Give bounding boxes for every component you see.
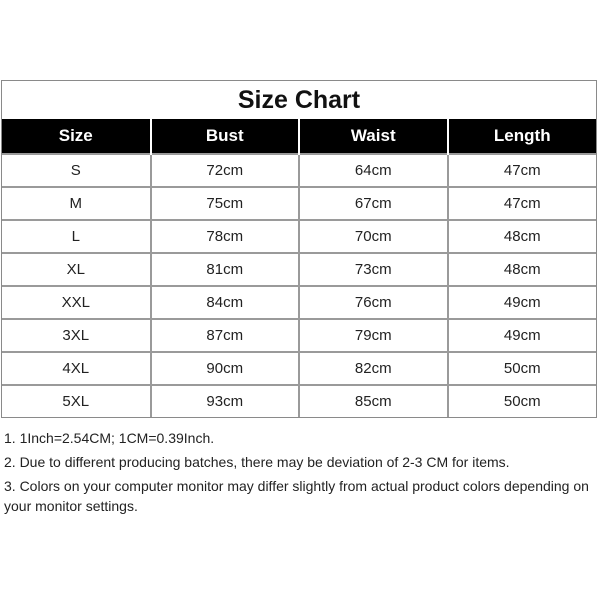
table-row	[2, 352, 596, 385]
cell-waist: 76cm	[299, 286, 448, 319]
cell-length: 48cm	[448, 220, 597, 253]
cell-bust: 93cm	[151, 385, 300, 417]
cell-bust: 84cm	[151, 286, 300, 319]
cell-size: XL	[2, 253, 151, 286]
cell-bust: 78cm	[151, 220, 300, 253]
header-row	[2, 119, 596, 154]
cell-bust: 75cm	[151, 187, 300, 220]
cell-waist: 85cm	[299, 385, 448, 417]
cell-bust: 81cm	[151, 253, 300, 286]
table-row	[2, 286, 596, 319]
cell-size: L	[2, 220, 151, 253]
header-bust: Bust	[151, 119, 300, 154]
table-row	[2, 187, 596, 220]
cell-length: 50cm	[448, 385, 597, 417]
cell-length: 47cm	[448, 154, 597, 187]
header-size: Size	[2, 119, 151, 154]
cell-length: 49cm	[448, 286, 597, 319]
cell-size: XXL	[2, 286, 151, 319]
table-row	[2, 319, 596, 352]
table-row	[2, 253, 596, 286]
cell-bust: 90cm	[151, 352, 300, 385]
size-table	[2, 119, 596, 417]
header-length: Length	[448, 119, 597, 154]
cell-size: S	[2, 154, 151, 187]
cell-length: 49cm	[448, 319, 597, 352]
cell-bust: 72cm	[151, 154, 300, 187]
cell-waist: 73cm	[299, 253, 448, 286]
cell-size: 5XL	[2, 385, 151, 417]
size-chart	[1, 80, 597, 418]
cell-size: M	[2, 187, 151, 220]
note-conversion: 1. 1Inch=2.54CM; 1CM=0.39Inch.	[4, 430, 215, 446]
cell-waist: 82cm	[299, 352, 448, 385]
note-colors: 3. Colors on your computer monitor may differ slightly from actual product colors depending on your monitor settings.	[4, 478, 589, 514]
cell-length: 50cm	[448, 352, 597, 385]
cell-waist: 64cm	[299, 154, 448, 187]
header-waist: Waist	[299, 119, 448, 154]
chart-title: Size Chart	[2, 81, 596, 119]
cell-waist: 70cm	[299, 220, 448, 253]
cell-size: 3XL	[2, 319, 151, 352]
cell-length: 48cm	[448, 253, 597, 286]
notes	[4, 428, 594, 520]
table-row	[2, 385, 596, 417]
cell-bust: 87cm	[151, 319, 300, 352]
note-deviation: 2. Due to different producing batches, there may be deviation of 2-3 CM for items.	[4, 454, 510, 470]
table-row	[2, 154, 596, 187]
cell-waist: 79cm	[299, 319, 448, 352]
cell-waist: 67cm	[299, 187, 448, 220]
cell-size: 4XL	[2, 352, 151, 385]
cell-length: 47cm	[448, 187, 597, 220]
table-row	[2, 220, 596, 253]
